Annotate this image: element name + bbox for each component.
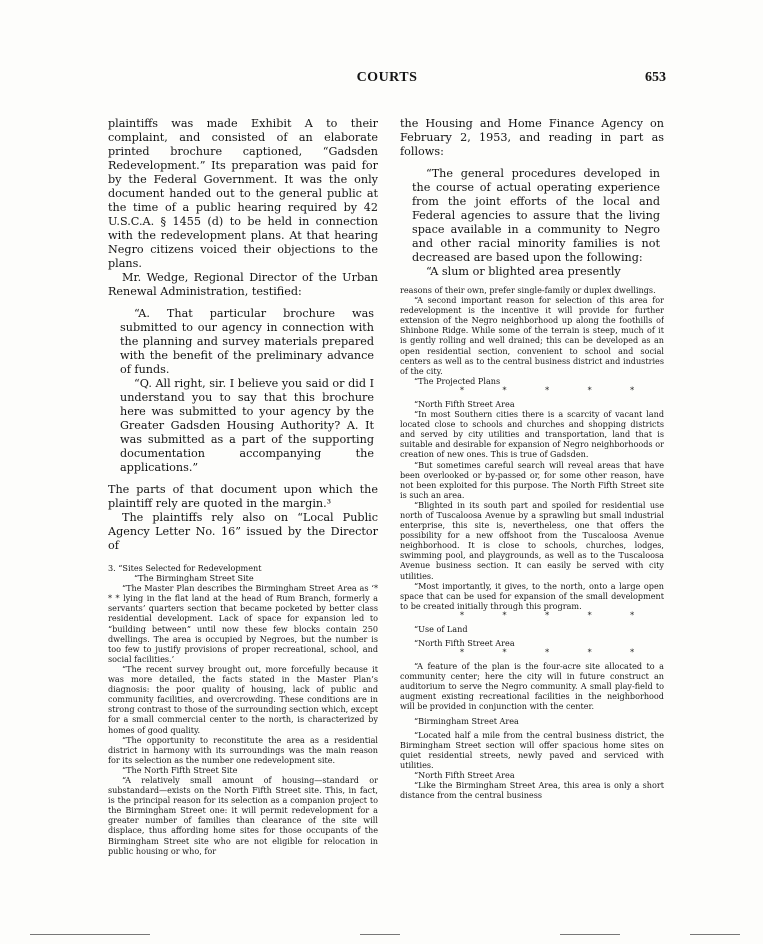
body-paragraph: The plaintiffs rely also on “Local Public Agency Letter No. 16” issued by the Director of xyxy=(108,511,378,552)
block-quote xyxy=(108,307,378,475)
footnote-paragraph: “The Master Plan describes the Birmingham Street Area as ‘* * * lying in the flat land at the head of Rum Branch, formerly a servants’ quarters section that became pocketed by better class residential development. Lack of space for expansion led to “building between” until now these few blocks contain 250 dwellings. The area is occupied by Negroes, but the number is too few to justify provisions of proper recreational, school, and social facilities.’ xyxy=(108,583,378,664)
footnote-paragraph: “A second important reason for selection of this area for redevelopment is the incentive it will provide for further extension of the Negro neighborhood up along the foothills of Shinbone Ridge. While some of the terrain is steep, much of it is gently rolling and well drained; this can be developed as an open residential section, convenient to school and social centers as well as to the central business district and industries of the city. xyxy=(400,295,664,376)
footnote-paragraph: “In most Southern cities there is a scarcity of vacant land located close to schools and churches and shopping districts and served by city utilities and transportation, land that is suitable and desirable for expansion of Negro neighborhoods or creation of new ones. This is true of Gadsden. xyxy=(400,409,664,460)
body-paragraph: Mr. Wedge, Regional Director of the Urban Renewal Administration, testified: xyxy=(108,271,378,298)
page-header xyxy=(108,70,666,90)
left-column xyxy=(108,117,378,919)
scan-artifact-line xyxy=(30,934,150,935)
quote-paragraph: “The general procedures developed in the course of actual operating experience from the joint efforts of the local and Federal agencies to assure that the living space available in a community to Negro and other racial minority families is not decreased are based upon the following: xyxy=(412,167,660,264)
footnote-paragraph: “Most importantly, it gives, to the north, onto a large open space that can be used for expansion of the small development to be created initially through this program. xyxy=(400,580,664,611)
body-paragraph: the Housing and Home Finance Agency on February 2, 1953, and reading in part as follows: xyxy=(400,117,664,158)
footnote-paragraph: “The recent survey brought out, more forcefully because it was more detailed, the facts stated in the Master Plan’s diagnosis: the poor quality of housing, lack of public and community facilities, and overcrowding. These conditions are in strong contrast to those of the surrounding section which, except for a small commercial center to the north, is characterized by homes of good quality. xyxy=(108,663,378,735)
footnote-heading: 3. “Sites Selected for Redevelopment xyxy=(108,563,262,573)
footnote-paragraph: “Blighted in its south part and spoiled for residential use north of Tuscaloosa Avenue by a sprawling but small industrial enterprise, this site is, nevertheless, one that offers the possibility for a new offshoot from the Tuscaloosa Avenue neighborhood. It is close to schools, churches, lodges, swimming pool, and playgrounds, as well as to the Tuscaloosa Avenue business section. It can easily be served with city utilities. xyxy=(400,499,664,581)
footnote-subheading: “Use of Land xyxy=(414,623,468,634)
footnote-subheading: “The Birmingham Street Site xyxy=(134,573,254,584)
footnote-paragraph: “The opportunity to reconstitute the area as a residential district in harmony with its surroundings was the main reason for its selection as the number one redevelopment site. xyxy=(108,734,378,765)
quote-paragraph: “A slum or blighted area presently xyxy=(426,265,621,278)
body-paragraph: The parts of that document upon which the plaintiff rely are quoted in the margin.³ xyxy=(108,483,378,510)
footnote-paragraph: “Like the Birmingham Street Area, this area is only a short distance from the central business xyxy=(400,780,664,801)
scan-artifact-line xyxy=(360,934,400,935)
quote-paragraph: “Q. All right, sir. I believe you said or did I understand you to say that this brochure here was submitted to your agency by the Greater Gadsden Housing Authority? A. It was submitted as a part of the supporting documentation accompanying the applications.” xyxy=(120,377,374,474)
ellipsis-asterisks: * * * * * xyxy=(460,648,653,658)
right-column xyxy=(400,117,664,919)
scan-artifact-line xyxy=(560,934,620,935)
page-number: 653 xyxy=(645,70,666,85)
footnote-paragraph: “But sometimes careful search will reveal areas that have been overlooked or by-passed or, for some other reason, have not been exploited for this purpose. The North Fifth Street site is such an area. xyxy=(400,459,664,500)
running-head: COURTS xyxy=(356,70,418,85)
footnote-paragraph: “A relatively small amount of housing—standard or substandard—exists on the North Fifth Street site. This, in fact, is the principal reason for its selection as a companion project to the Birmingham Street one: it will permit redevelopment for a greater number of families than clearance of the site will displace, thus affording home sites for those occupants of the Birmingham Street site who are not eligible for relocation in public housing or who, for xyxy=(108,774,378,856)
footnote-paragraph: “A feature of the plan is the four-acre site allocated to a community center; here the city will in future construct an auditorium to serve the Negro community. A small play-field to augment existing recreational facilities in the neighborhood will be provided in conjunction with the center. xyxy=(400,661,664,712)
footnote-3 xyxy=(108,563,378,856)
footnote-subheading: “The Projected Plans xyxy=(414,375,501,386)
footnote-subheading: “North Fifth Street Area xyxy=(414,770,515,781)
body-paragraph: plaintiffs was made Exhibit A to their complaint, and consisted of an elaborate printed brochure captioned, “Gadsden Redevelopment.” Its preparation was paid for by the Federal Government. It was the only document handed out to the general public at the time of a public hearing required by 42 U.S.C.A. § 1455 (d) to be held in connection with the redevelopment plans. At that hearing Negro citizens voiced their objections to the plans. xyxy=(108,117,378,270)
ellipsis-asterisks: * * * * * xyxy=(460,385,653,395)
footnote-paragraph: reasons of their own, prefer single-family or duplex dwellings. xyxy=(400,285,656,295)
footnote-paragraph: “Located half a mile from the central business district, the Birmingham Street section will offer spacious home sites on quiet residential streets, newly paved and serviced with utilities. xyxy=(400,729,664,770)
ellipsis-asterisks: * * * * * xyxy=(460,610,653,620)
footnote-3-continued xyxy=(400,285,664,800)
quote-paragraph: “A. That particular brochure was submitted to our agency in connection with the planning and survey materials prepared with the benefit of the preliminary advance of funds. xyxy=(120,307,374,376)
footnote-subheading: “North Fifth Street Area xyxy=(414,638,515,648)
footnote-subheading: “Birmingham Street Area xyxy=(414,715,519,726)
block-quote xyxy=(400,167,664,279)
footnote-subheading: “North Fifth Street Area xyxy=(414,398,515,409)
footnote-subheading: “The North Fifth Street Site xyxy=(122,764,238,775)
scan-artifact-line xyxy=(690,934,740,935)
